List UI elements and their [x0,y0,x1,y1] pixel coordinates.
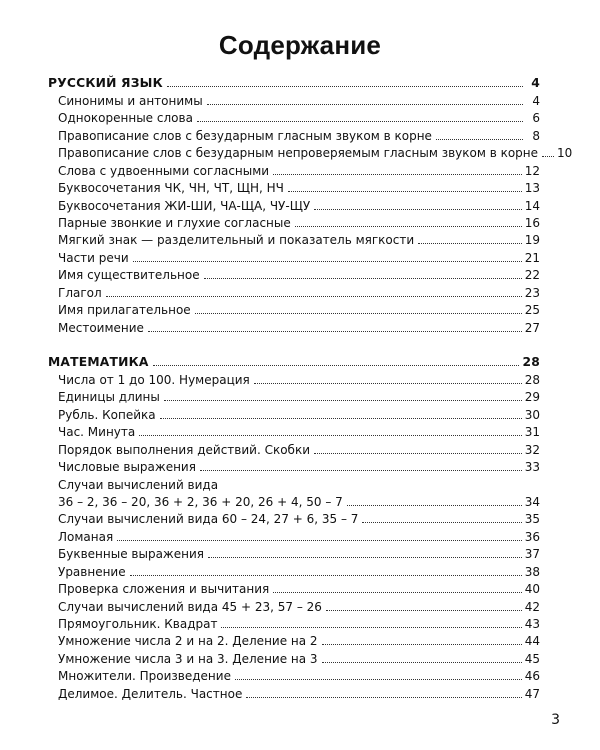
toc-entry-label: Делимое. Делитель. Частное [58,686,243,701]
dot-leader [273,592,522,593]
toc-page-number: 12 [524,163,540,178]
toc-entry[interactable] [48,90,540,107]
dot-leader [295,226,522,227]
toc-page-number: 43 [524,617,540,631]
toc-entry-label: Местоимение [58,320,144,335]
toc-page-number: 28 [522,355,540,370]
dot-leader [221,627,521,628]
page-title: Содержание [218,30,382,60]
toc-entry[interactable] [48,614,540,631]
toc-heading-russian[interactable] [48,73,540,90]
toc-entry[interactable] [48,108,540,125]
toc-page-number: 23 [524,285,540,300]
toc-entry[interactable] [48,509,540,526]
toc-entry[interactable] [48,439,540,456]
toc-page-number: 37 [524,547,540,562]
dot-leader [322,644,522,645]
toc-entry-label: Множители. Произведение [58,669,231,684]
toc-entry-label: Проверка сложения и вычитания [58,582,270,597]
dot-leader [322,662,522,663]
dot-leader [273,174,522,175]
toc-page-number: 4 [532,93,540,108]
toc-entry[interactable] [48,195,540,212]
toc-entry[interactable] [48,160,540,177]
toc-page-number: 4 [531,76,540,91]
toc-entry[interactable] [48,178,540,195]
toc-entry[interactable] [48,230,540,247]
toc-page-number: 36 [524,529,540,544]
toc-heading-label: РУССКИЙ ЯЗЫК [48,76,163,91]
dot-leader [204,278,522,279]
toc-page-number: 25 [524,303,540,318]
toc-entry[interactable] [48,125,540,142]
toc-page-number: 45 [524,651,540,666]
toc-page-number: 38 [524,564,540,579]
toc-entry[interactable] [48,666,540,683]
toc-entry-label: Прямоугольник. Квадрат [58,617,218,631]
toc-page-number: 13 [524,181,540,196]
toc-entry[interactable] [48,544,540,561]
toc-page-number: 28 [524,372,540,387]
toc-page-number: 44 [524,634,540,649]
toc-entry[interactable] [48,683,540,700]
toc-entry-label: Случаи вычислений вида 60 – 24, 27 + 6, 35 – 7 [58,512,359,527]
dot-leader [347,505,522,506]
toc-page-number: 46 [524,669,540,684]
toc-entry-label: Час. Минута [58,425,136,440]
toc-page-number: 27 [524,320,540,335]
toc-entry-label: Мягкий знак — разделительный и показатель мягкости [58,233,415,248]
toc-page-number: 8 [532,128,540,143]
toc-entry-label: Однокоренные слова [58,111,193,126]
toc-entry[interactable] [48,579,540,596]
toc-page-number: 40 [524,582,540,597]
toc-page-number: 10 [557,146,573,161]
toc-entry[interactable] [48,247,540,264]
toc-page-number: 19 [524,233,540,248]
toc-page-number: 29 [524,390,540,405]
toc-heading-math[interactable] [48,352,540,369]
toc-entry-label: Имя прилагательное [58,303,191,318]
toc-entry-label: 36 – 2, 36 – 20, 36 + 2, 36 + 20, 26 + 4, 50 – 7 [58,494,343,509]
toc-entry-label: Умножение числа 3 и на 3. Деление на 3 [58,651,318,666]
dot-leader [167,86,523,87]
toc-entry[interactable] [48,282,540,299]
dot-leader [246,697,521,698]
toc-heading-label: МАТЕМАТИКА [48,355,149,370]
toc-entry[interactable] [48,526,540,543]
toc-entry-label: Части речи [58,250,129,265]
toc-entry[interactable] [48,561,540,578]
dot-leader [362,522,521,523]
dot-leader [164,400,522,401]
dot-leader [235,679,522,680]
dot-leader [153,365,520,366]
dot-leader [208,557,522,558]
toc-page-number: 42 [524,599,540,614]
toc-entry[interactable] [48,422,540,439]
toc-entry[interactable] [48,648,540,665]
toc-entry-label: Единицы длины [58,390,160,405]
dot-leader [195,313,522,314]
toc-entry[interactable] [48,457,540,474]
toc-page-number: 33 [524,460,540,475]
toc-entry-label: Уравнение [58,564,126,579]
dot-leader [207,104,523,105]
toc-page-number: 31 [524,425,540,440]
toc-page-number: 21 [524,250,540,265]
toc-entry[interactable] [48,369,540,386]
dot-leader [197,121,523,122]
toc-page-number: 30 [524,407,540,422]
toc-section-math [48,352,540,701]
toc-entry-label: Слова с удвоенными согласными [58,163,270,178]
dot-leader [418,243,522,244]
toc-entry[interactable] [48,143,573,161]
toc-entry[interactable] [48,404,540,421]
toc-entry-label: Глагол [58,285,102,300]
dot-leader [106,296,522,297]
toc-entry-label: Буквенные выражения [58,547,204,562]
toc-entry-label: Парные звонкие и глухие согласные [58,215,291,230]
dot-leader [314,209,522,210]
dot-leader [160,418,522,419]
toc-entry[interactable] [48,300,540,317]
toc-entry[interactable] [48,596,540,613]
dot-leader [200,470,522,471]
page-number: 3 [551,712,560,728]
toc-entry-label: Синонимы и антонимы [58,93,203,108]
toc-entry-label: Случаи вычислений вида [58,477,219,492]
toc-entry-label: Порядок выполнения действий. Скобки [58,442,310,457]
toc-entry[interactable] [48,317,540,334]
toc-entry-label: Рубль. Копейка [58,407,156,422]
toc-entry-label: Случаи вычислений вида 45 + 23, 57 – 26 [58,599,322,614]
dot-leader [148,331,522,332]
toc-entry-label: Буквосочетания ЧК, ЧН, ЧТ, ЩН, НЧ [58,181,284,196]
toc-page-number: 16 [524,215,540,230]
dot-leader [436,139,523,140]
toc-entry-label: Правописание слов с безударным непроверяемым гласным звуком в корне [58,146,539,161]
toc-page-number: 22 [524,268,540,283]
dot-leader [542,156,554,157]
dot-leader [326,610,522,611]
toc-entry-label: Числа от 1 до 100. Нумерация [58,372,250,387]
dot-leader [133,261,522,262]
toc-entry-label: Имя существительное [58,268,200,283]
toc-page-number: 34 [524,494,540,509]
toc-section-russian [48,73,573,335]
toc-entry[interactable] [48,631,540,648]
toc-entry[interactable] [48,265,540,282]
dot-leader [130,575,522,576]
toc-entry[interactable] [48,387,540,404]
toc-page-number: 6 [532,111,540,126]
toc-page-number: 47 [524,686,540,701]
toc-page-number: 14 [524,198,540,213]
toc-entry-label: Числовые выражения [58,460,196,475]
dot-leader [288,191,522,192]
dot-leader [139,435,521,436]
dot-leader [117,540,522,541]
toc-page-number: 32 [524,442,540,457]
toc-entry-first-line[interactable] [48,474,540,491]
toc-entry-label: Ломаная [58,529,114,544]
toc-entry-label: Умножение числа 2 и на 2. Деление на 2 [58,634,318,649]
toc-entry[interactable] [48,213,540,230]
dot-leader [314,453,522,454]
toc-entry-label: Правописание слов с безударным гласным звуком в корне [58,128,432,143]
toc-entry-label: Буквосочетания ЖИ-ШИ, ЧА-ЩА, ЧУ-ЩУ [58,198,311,213]
dot-leader [254,383,522,384]
toc-entry[interactable] [48,492,540,509]
toc-page-number: 35 [524,512,540,527]
